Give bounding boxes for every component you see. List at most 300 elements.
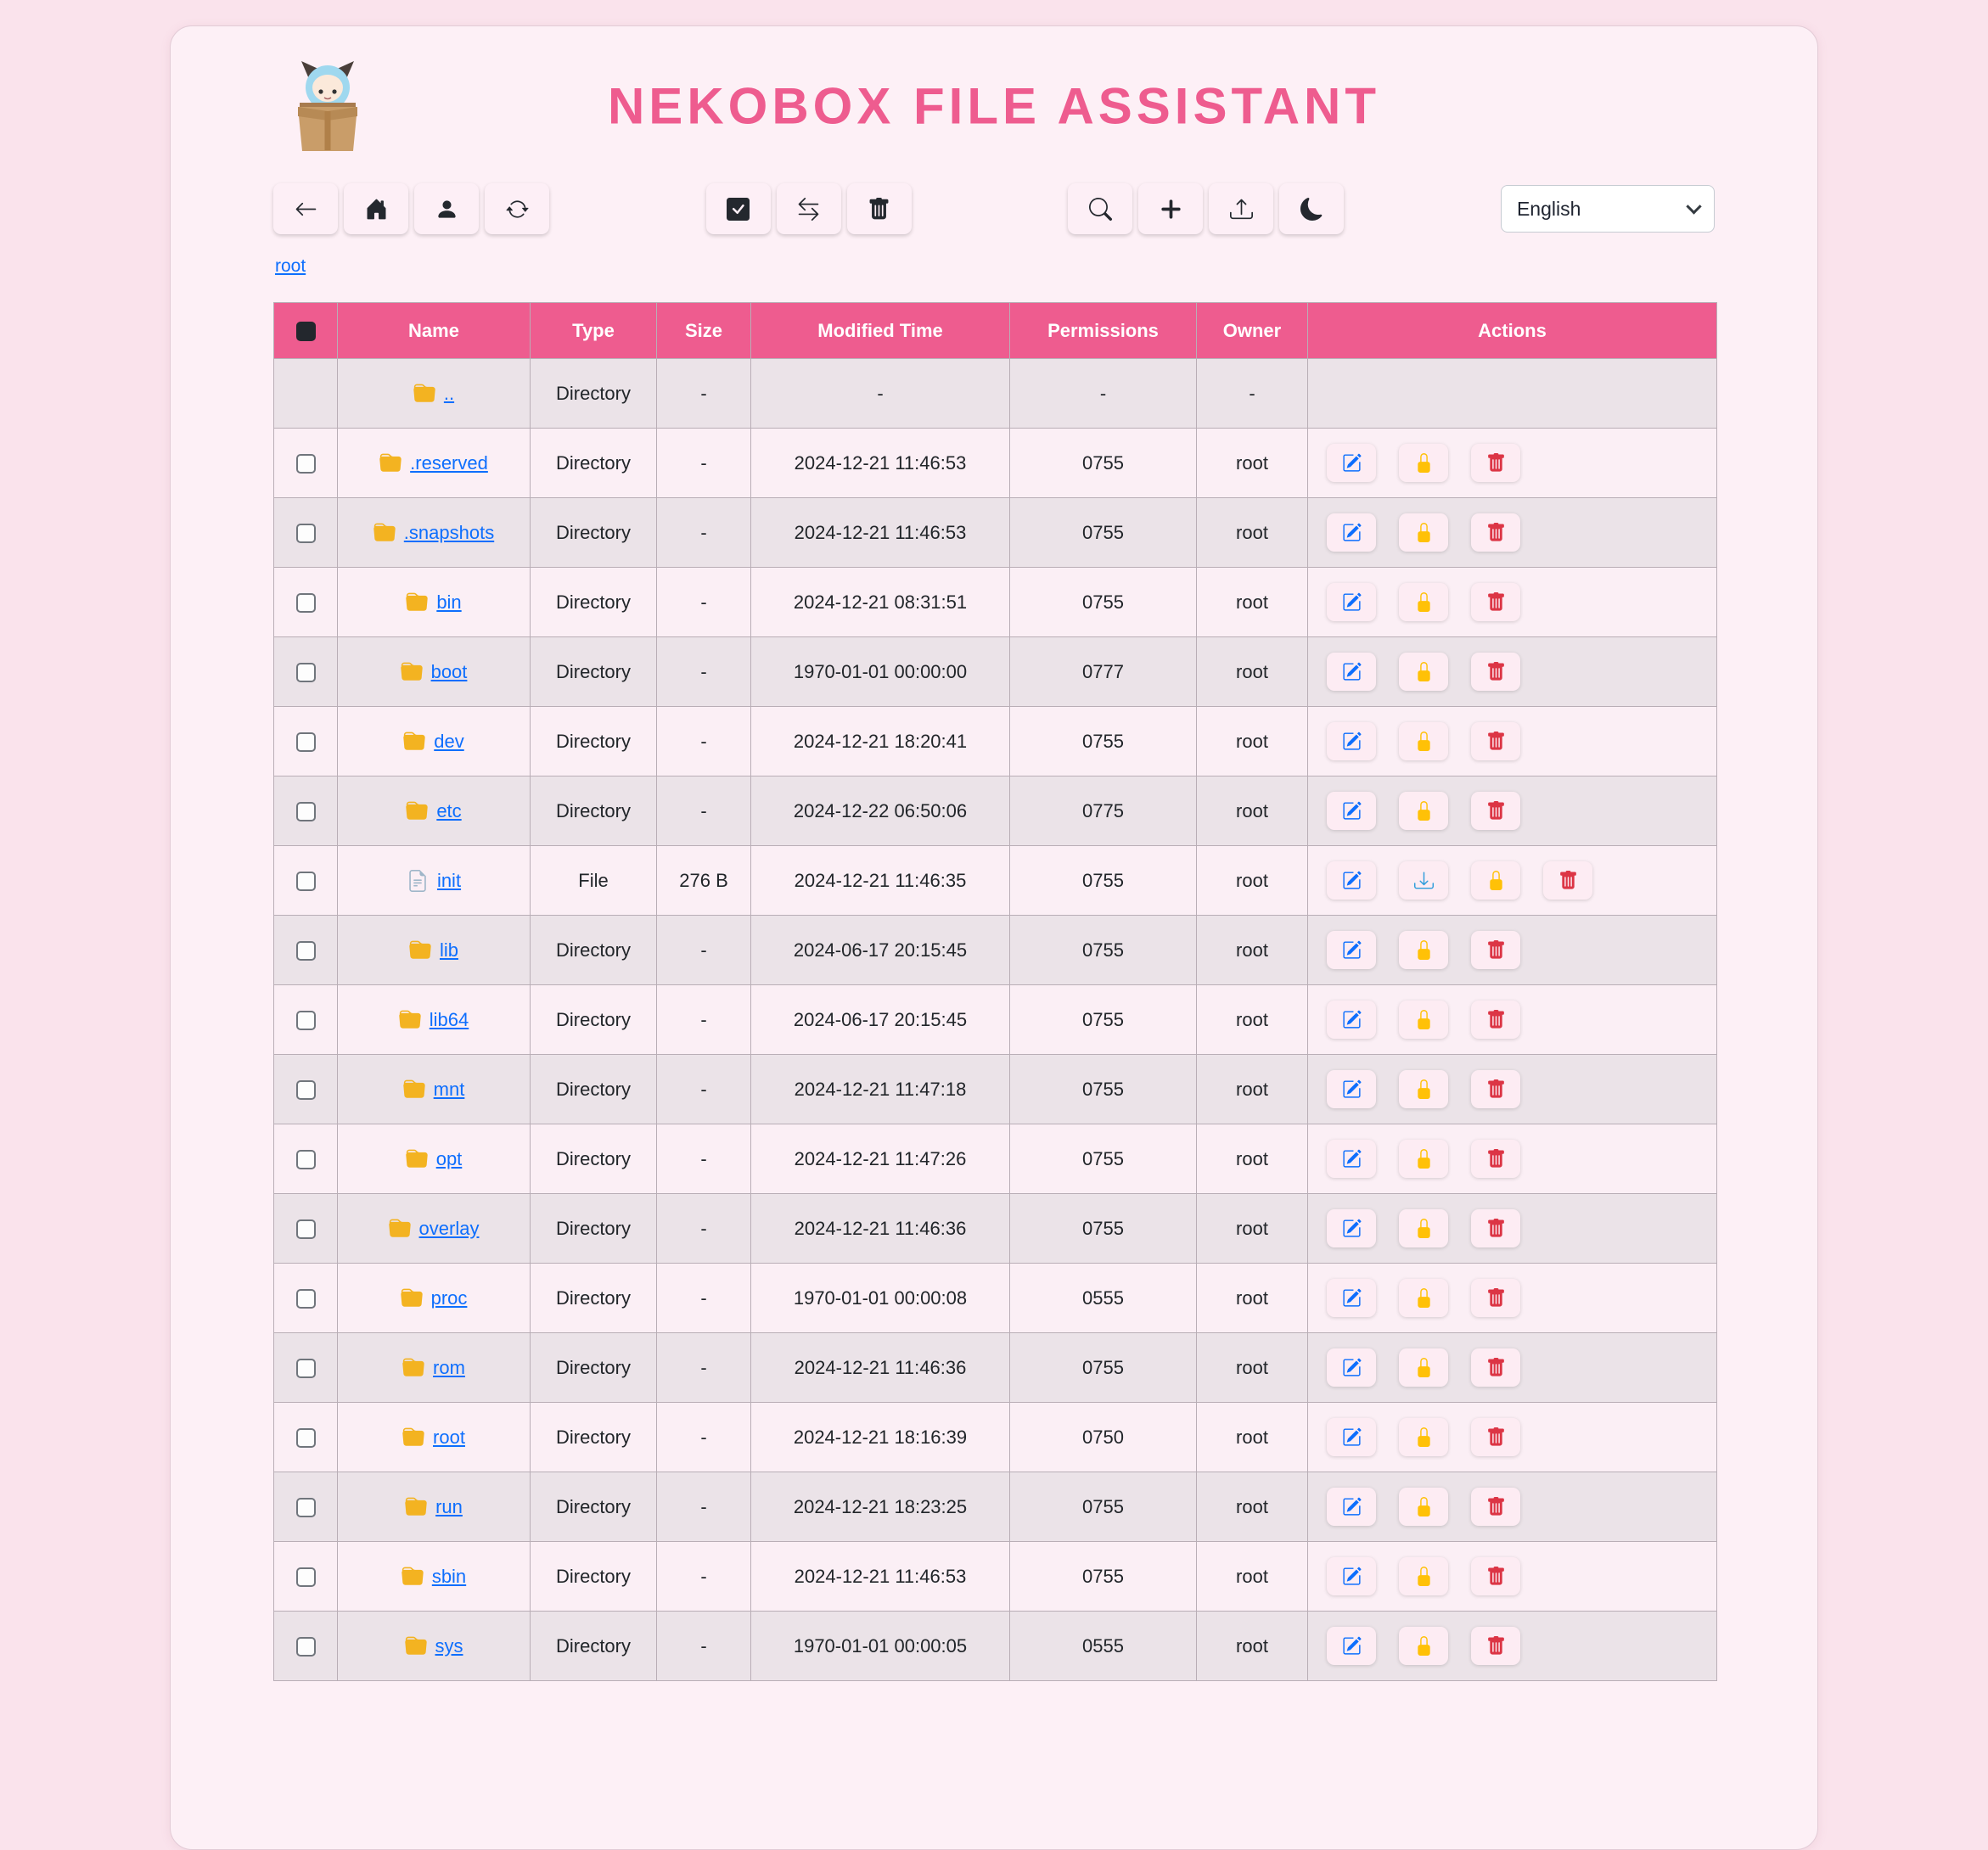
- file-permissions-cell: 0755: [1010, 568, 1197, 637]
- file-size-cell: -: [657, 707, 751, 776]
- file-link[interactable]: root: [433, 1426, 465, 1448]
- table-header-row: [274, 303, 1717, 359]
- file-permissions-cell: 0755: [1010, 1055, 1197, 1124]
- lock-button[interactable]: [1399, 1070, 1448, 1108]
- file-owner-cell: root: [1197, 985, 1308, 1055]
- table-row: [274, 498, 1717, 568]
- delete-button[interactable]: [1471, 1279, 1520, 1317]
- page-title: NEKOBOX FILE ASSISTANT: [607, 77, 1381, 135]
- file-name-cell: [338, 846, 531, 916]
- folder-icon: [402, 1357, 424, 1379]
- refresh-icon: [506, 198, 529, 221]
- file-permissions-cell: 0755: [1010, 846, 1197, 916]
- upload-button[interactable]: [1209, 183, 1273, 234]
- delete-selected-button[interactable]: [847, 183, 912, 234]
- file-type-cell: Directory: [531, 1403, 657, 1472]
- row-actions-cell: [1308, 1333, 1717, 1403]
- row-checkbox[interactable]: [296, 524, 316, 543]
- row-select-cell: [274, 1403, 338, 1472]
- row-select-cell: [274, 846, 338, 916]
- file-link[interactable]: .snapshots: [403, 521, 495, 543]
- file-permissions-cell: 0755: [1010, 1542, 1197, 1612]
- file-owner-cell: root: [1197, 1472, 1308, 1542]
- file-size-cell: -: [657, 916, 751, 985]
- table-row: [274, 1333, 1717, 1403]
- row-actions-cell: [1308, 1194, 1717, 1264]
- file-link[interactable]: run: [435, 1495, 463, 1517]
- file-owner-cell: -: [1197, 359, 1308, 429]
- lock-button[interactable]: [1399, 513, 1448, 552]
- row-actions-cell: [1308, 568, 1717, 637]
- folder-icon: [389, 1218, 411, 1240]
- file-owner-cell: root: [1197, 707, 1308, 776]
- lock-button[interactable]: [1399, 792, 1448, 830]
- delete-button[interactable]: [1471, 1488, 1520, 1526]
- file-type-cell: Directory: [531, 359, 657, 429]
- delete-button[interactable]: [1471, 1209, 1520, 1247]
- file-mtime-cell: 2024-12-21 11:47:18: [751, 1055, 1010, 1124]
- file-size-cell: -: [657, 359, 751, 429]
- breadcrumb-root-link[interactable]: root: [275, 256, 306, 276]
- file-name-cell: [338, 1124, 531, 1194]
- row-checkbox[interactable]: [296, 1359, 316, 1378]
- file-size-cell: -: [657, 1055, 751, 1124]
- row-checkbox[interactable]: [296, 1150, 316, 1169]
- file-permissions-cell: 0755: [1010, 1124, 1197, 1194]
- file-type-cell: Directory: [531, 1542, 657, 1612]
- file-type-cell: File: [531, 846, 657, 916]
- row-select-cell: [274, 637, 338, 707]
- table-row: [274, 1612, 1717, 1681]
- file-type-cell: Directory: [531, 1612, 657, 1681]
- file-link[interactable]: sbin: [431, 1565, 467, 1587]
- row-select-cell: [274, 568, 338, 637]
- file-permissions-cell: 0755: [1010, 916, 1197, 985]
- file-owner-cell: root: [1197, 1055, 1308, 1124]
- file-link[interactable]: lib64: [429, 1008, 469, 1030]
- file-link[interactable]: dev: [434, 730, 464, 752]
- row-checkbox[interactable]: [296, 1289, 316, 1309]
- file-type-cell: Directory: [531, 985, 657, 1055]
- row-actions-cell: [1308, 916, 1717, 985]
- file-size-cell: -: [657, 1542, 751, 1612]
- row-checkbox[interactable]: [296, 454, 316, 474]
- table-row: [274, 1542, 1717, 1612]
- file-name-cell: [338, 916, 531, 985]
- file-size-cell: -: [657, 1124, 751, 1194]
- header-modified-time: Modified Time: [751, 303, 1010, 359]
- file-link[interactable]: proc: [430, 1287, 468, 1309]
- toolbar-group-file-ops: [1068, 183, 1344, 234]
- header-owner: Owner: [1197, 303, 1308, 359]
- table-row: [274, 1403, 1717, 1472]
- file-type-cell: Directory: [531, 1055, 657, 1124]
- file-icon: [407, 870, 429, 892]
- toolbar: [273, 183, 1715, 234]
- file-mtime-cell: 2024-12-21 11:46:53: [751, 498, 1010, 568]
- row-select-cell: [274, 429, 338, 498]
- file-link[interactable]: init: [436, 869, 462, 891]
- delete-button[interactable]: [1471, 1557, 1520, 1595]
- row-actions-cell: [1308, 359, 1717, 429]
- row-checkbox[interactable]: [296, 872, 316, 891]
- file-type-cell: Directory: [531, 1472, 657, 1542]
- file-mtime-cell: 2024-12-21 11:47:26: [751, 1124, 1010, 1194]
- delete-button[interactable]: [1471, 653, 1520, 691]
- row-checkbox[interactable]: [296, 1219, 316, 1239]
- file-owner-cell: root: [1197, 498, 1308, 568]
- table-row: [274, 1264, 1717, 1333]
- language-select[interactable]: [1501, 185, 1715, 233]
- search-icon: [1089, 198, 1112, 221]
- file-owner-cell: root: [1197, 776, 1308, 846]
- file-mtime-cell: 1970-01-01 00:00:05: [751, 1612, 1010, 1681]
- swap-icon: [797, 198, 820, 221]
- file-type-cell: Directory: [531, 1333, 657, 1403]
- person-icon: [435, 198, 458, 221]
- edit-button[interactable]: [1327, 653, 1376, 691]
- delete-button[interactable]: [1471, 1348, 1520, 1387]
- select-all-checkbox[interactable]: [296, 322, 316, 341]
- folder-icon: [399, 1009, 421, 1031]
- header-size: Size: [657, 303, 751, 359]
- file-link[interactable]: mnt: [433, 1078, 465, 1100]
- row-actions-cell: [1308, 1264, 1717, 1333]
- file-permissions-cell: 0755: [1010, 985, 1197, 1055]
- folder-icon: [406, 1148, 428, 1170]
- row-actions-cell: [1308, 637, 1717, 707]
- file-permissions-cell: 0750: [1010, 1403, 1197, 1472]
- file-owner-cell: root: [1197, 1194, 1308, 1264]
- folder-icon: [413, 383, 435, 405]
- home-icon: [365, 198, 388, 221]
- row-checkbox[interactable]: [296, 1428, 316, 1448]
- delete-button[interactable]: [1471, 513, 1520, 552]
- edit-button[interactable]: [1327, 583, 1376, 621]
- file-size-cell: -: [657, 498, 751, 568]
- file-mtime-cell: 2024-12-21 11:46:53: [751, 429, 1010, 498]
- file-size-cell: -: [657, 637, 751, 707]
- edit-button[interactable]: [1327, 861, 1376, 900]
- edit-button[interactable]: [1327, 1557, 1376, 1595]
- folder-icon: [405, 1635, 427, 1657]
- file-size-cell: -: [657, 1403, 751, 1472]
- table-row: [274, 1124, 1717, 1194]
- delete-button[interactable]: [1543, 861, 1592, 900]
- row-select-cell: [274, 1264, 338, 1333]
- file-mtime-cell: 2024-12-21 11:46:53: [751, 1542, 1010, 1612]
- row-select-cell: [274, 1612, 338, 1681]
- file-name-cell: [338, 1472, 531, 1542]
- transfer-button[interactable]: [777, 183, 841, 234]
- file-permissions-cell: 0775: [1010, 776, 1197, 846]
- file-type-cell: Directory: [531, 776, 657, 846]
- row-actions-cell: [1308, 1055, 1717, 1124]
- lock-button[interactable]: [1399, 931, 1448, 969]
- edit-button[interactable]: [1327, 792, 1376, 830]
- row-checkbox[interactable]: [296, 663, 316, 682]
- edit-button[interactable]: [1327, 931, 1376, 969]
- file-size-cell: -: [657, 1333, 751, 1403]
- file-owner-cell: root: [1197, 1124, 1308, 1194]
- search-button[interactable]: [1068, 183, 1132, 234]
- refresh-button[interactable]: [485, 183, 549, 234]
- row-actions-cell: [1308, 1403, 1717, 1472]
- row-actions-cell: [1308, 1612, 1717, 1681]
- table-row: [274, 985, 1717, 1055]
- file-link[interactable]: sys: [435, 1634, 463, 1657]
- row-checkbox[interactable]: [296, 1011, 316, 1030]
- file-mtime-cell: 1970-01-01 00:00:08: [751, 1264, 1010, 1333]
- toolbar-group-selection: [706, 183, 912, 234]
- table-row: [274, 707, 1717, 776]
- file-link[interactable]: .reserved: [410, 451, 488, 474]
- file-type-cell: Directory: [531, 1194, 657, 1264]
- file-type-cell: Directory: [531, 429, 657, 498]
- file-owner-cell: root: [1197, 1612, 1308, 1681]
- file-owner-cell: root: [1197, 568, 1308, 637]
- header-type: Type: [531, 303, 657, 359]
- delete-button[interactable]: [1471, 1418, 1520, 1456]
- edit-button[interactable]: [1327, 722, 1376, 760]
- file-owner-cell: root: [1197, 1264, 1308, 1333]
- file-link[interactable]: lib: [439, 939, 458, 961]
- file-size-cell: -: [657, 1264, 751, 1333]
- lock-button[interactable]: [1399, 1627, 1448, 1665]
- file-link[interactable]: boot: [430, 660, 468, 682]
- lock-button[interactable]: [1399, 444, 1448, 482]
- file-permissions-cell: 0755: [1010, 429, 1197, 498]
- check-square-icon: [727, 198, 750, 221]
- row-checkbox[interactable]: [296, 802, 316, 821]
- delete-button[interactable]: [1471, 1140, 1520, 1178]
- delete-button[interactable]: [1471, 1070, 1520, 1108]
- row-select-cell: [274, 1055, 338, 1124]
- file-mtime-cell: 2024-12-21 11:46:36: [751, 1333, 1010, 1403]
- file-link[interactable]: rom: [433, 1356, 465, 1378]
- folder-icon: [405, 1496, 427, 1518]
- edit-button[interactable]: [1327, 1140, 1376, 1178]
- breadcrumb: [273, 256, 1715, 277]
- file-owner-cell: root: [1197, 429, 1308, 498]
- row-actions-cell: [1308, 1542, 1717, 1612]
- edit-button[interactable]: [1327, 1488, 1376, 1526]
- lock-button[interactable]: [1399, 1488, 1448, 1526]
- file-size-cell: -: [657, 776, 751, 846]
- table-row: [274, 916, 1717, 985]
- file-type-cell: Directory: [531, 707, 657, 776]
- file-size-cell: -: [657, 985, 751, 1055]
- folder-icon: [403, 731, 425, 753]
- home-button[interactable]: [344, 183, 408, 234]
- lock-button[interactable]: [1399, 1001, 1448, 1039]
- file-size-cell: 276 B: [657, 846, 751, 916]
- lock-button[interactable]: [1399, 1348, 1448, 1387]
- row-actions-cell: [1308, 985, 1717, 1055]
- edit-button[interactable]: [1327, 1070, 1376, 1108]
- file-mtime-cell: 2024-12-21 18:20:41: [751, 707, 1010, 776]
- edit-button[interactable]: [1327, 1418, 1376, 1456]
- file-permissions-cell: -: [1010, 359, 1197, 429]
- file-name-cell: [338, 498, 531, 568]
- row-checkbox[interactable]: [296, 941, 316, 961]
- file-permissions-cell: 0777: [1010, 637, 1197, 707]
- file-type-cell: Directory: [531, 637, 657, 707]
- row-select-cell: [274, 1542, 338, 1612]
- file-name-cell: [338, 776, 531, 846]
- table-row: [274, 846, 1717, 916]
- folder-icon: [379, 452, 402, 474]
- file-mtime-cell: 2024-12-21 11:46:36: [751, 1194, 1010, 1264]
- select-all-header-cell: [274, 303, 338, 359]
- lock-button[interactable]: [1399, 1557, 1448, 1595]
- file-owner-cell: root: [1197, 916, 1308, 985]
- edit-button[interactable]: [1327, 1209, 1376, 1247]
- table-row: [274, 429, 1717, 498]
- file-link[interactable]: ..: [443, 382, 455, 404]
- file-permissions-cell: 0755: [1010, 707, 1197, 776]
- app-card: [170, 25, 1818, 1850]
- file-permissions-cell: 0755: [1010, 1472, 1197, 1542]
- file-permissions-cell: 0755: [1010, 1194, 1197, 1264]
- download-button[interactable]: [1399, 861, 1448, 900]
- file-permissions-cell: 0755: [1010, 1333, 1197, 1403]
- row-checkbox[interactable]: [296, 1637, 316, 1657]
- language-select-wrapper: [1501, 185, 1715, 233]
- edit-button[interactable]: [1327, 513, 1376, 552]
- file-link[interactable]: bin: [436, 591, 462, 613]
- lock-button[interactable]: [1399, 1209, 1448, 1247]
- delete-button[interactable]: [1471, 1001, 1520, 1039]
- file-type-cell: Directory: [531, 1264, 657, 1333]
- row-select-cell: [274, 776, 338, 846]
- file-owner-cell: root: [1197, 1333, 1308, 1403]
- file-permissions-cell: 0555: [1010, 1612, 1197, 1681]
- new-item-button[interactable]: [1138, 183, 1203, 234]
- lock-button[interactable]: [1399, 583, 1448, 621]
- folder-icon: [401, 661, 423, 683]
- folder-icon: [402, 1566, 424, 1588]
- row-select-cell: [274, 985, 338, 1055]
- lock-button[interactable]: [1399, 1279, 1448, 1317]
- table-row: [274, 1194, 1717, 1264]
- row-actions-cell: [1308, 1124, 1717, 1194]
- row-checkbox[interactable]: [296, 593, 316, 613]
- file-mtime-cell: 2024-12-21 08:31:51: [751, 568, 1010, 637]
- row-actions-cell: [1308, 498, 1717, 568]
- folder-icon: [373, 522, 396, 544]
- delete-button[interactable]: [1471, 444, 1520, 482]
- file-mtime-cell: 2024-06-17 20:15:45: [751, 916, 1010, 985]
- table-row: [274, 359, 1717, 429]
- lock-button[interactable]: [1471, 861, 1520, 900]
- file-name-cell: [338, 359, 531, 429]
- row-select-cell: [274, 707, 338, 776]
- row-select-cell: [274, 498, 338, 568]
- file-link[interactable]: etc: [436, 799, 462, 821]
- file-size-cell: -: [657, 1612, 751, 1681]
- file-name-cell: [338, 637, 531, 707]
- lock-button[interactable]: [1399, 1140, 1448, 1178]
- back-button[interactable]: [273, 183, 338, 234]
- file-link[interactable]: overlay: [418, 1217, 480, 1239]
- file-owner-cell: root: [1197, 637, 1308, 707]
- table-row: [274, 568, 1717, 637]
- delete-button[interactable]: [1471, 583, 1520, 621]
- toolbar-group-navigation: [273, 183, 549, 234]
- edit-button[interactable]: [1327, 1001, 1376, 1039]
- file-mtime-cell: 2024-12-21 11:46:35: [751, 846, 1010, 916]
- file-name-cell: [338, 568, 531, 637]
- file-size-cell: -: [657, 429, 751, 498]
- file-name-cell: [338, 429, 531, 498]
- file-name-cell: [338, 1542, 531, 1612]
- folder-icon: [401, 1287, 423, 1309]
- file-type-cell: Directory: [531, 498, 657, 568]
- row-checkbox[interactable]: [296, 1080, 316, 1100]
- folder-icon: [406, 800, 428, 822]
- row-select-cell: [274, 1472, 338, 1542]
- file-name-cell: [338, 1055, 531, 1124]
- moon-icon: [1300, 198, 1323, 221]
- row-checkbox[interactable]: [296, 1567, 316, 1587]
- file-name-cell: [338, 985, 531, 1055]
- row-actions-cell: [1308, 846, 1717, 916]
- user-button[interactable]: [414, 183, 479, 234]
- row-actions-cell: [1308, 776, 1717, 846]
- table-row: [274, 637, 1717, 707]
- folder-icon: [402, 1427, 424, 1449]
- dark-mode-button[interactable]: [1279, 183, 1344, 234]
- file-link[interactable]: opt: [435, 1147, 463, 1169]
- row-checkbox[interactable]: [296, 1498, 316, 1517]
- file-type-cell: Directory: [531, 916, 657, 985]
- delete-button[interactable]: [1471, 792, 1520, 830]
- header-actions: Actions: [1308, 303, 1717, 359]
- multi-select-button[interactable]: [706, 183, 771, 234]
- lock-button[interactable]: [1399, 1418, 1448, 1456]
- edit-button[interactable]: [1327, 1279, 1376, 1317]
- delete-button[interactable]: [1471, 1627, 1520, 1665]
- file-name-cell: [338, 707, 531, 776]
- lock-button[interactable]: [1399, 653, 1448, 691]
- file-table-body: [274, 359, 1717, 1681]
- row-checkbox[interactable]: [296, 732, 316, 752]
- file-name-cell: [338, 1612, 531, 1681]
- edit-button[interactable]: [1327, 444, 1376, 482]
- edit-button[interactable]: [1327, 1348, 1376, 1387]
- table-row: [274, 1472, 1717, 1542]
- folder-icon: [409, 939, 431, 961]
- file-owner-cell: root: [1197, 1403, 1308, 1472]
- file-mtime-cell: 2024-06-17 20:15:45: [751, 985, 1010, 1055]
- plus-icon: [1160, 198, 1182, 221]
- file-name-cell: [338, 1403, 531, 1472]
- file-table: [273, 302, 1717, 1681]
- header-permissions: Permissions: [1010, 303, 1197, 359]
- folder-icon: [406, 591, 428, 614]
- lock-button[interactable]: [1399, 722, 1448, 760]
- folder-icon: [403, 1079, 425, 1101]
- delete-button[interactable]: [1471, 931, 1520, 969]
- delete-button[interactable]: [1471, 722, 1520, 760]
- row-actions-cell: [1308, 707, 1717, 776]
- edit-button[interactable]: [1327, 1627, 1376, 1665]
- file-mtime-cell: 1970-01-01 00:00:00: [751, 637, 1010, 707]
- row-select-cell: [274, 1194, 338, 1264]
- file-type-cell: Directory: [531, 568, 657, 637]
- file-name-cell: [338, 1333, 531, 1403]
